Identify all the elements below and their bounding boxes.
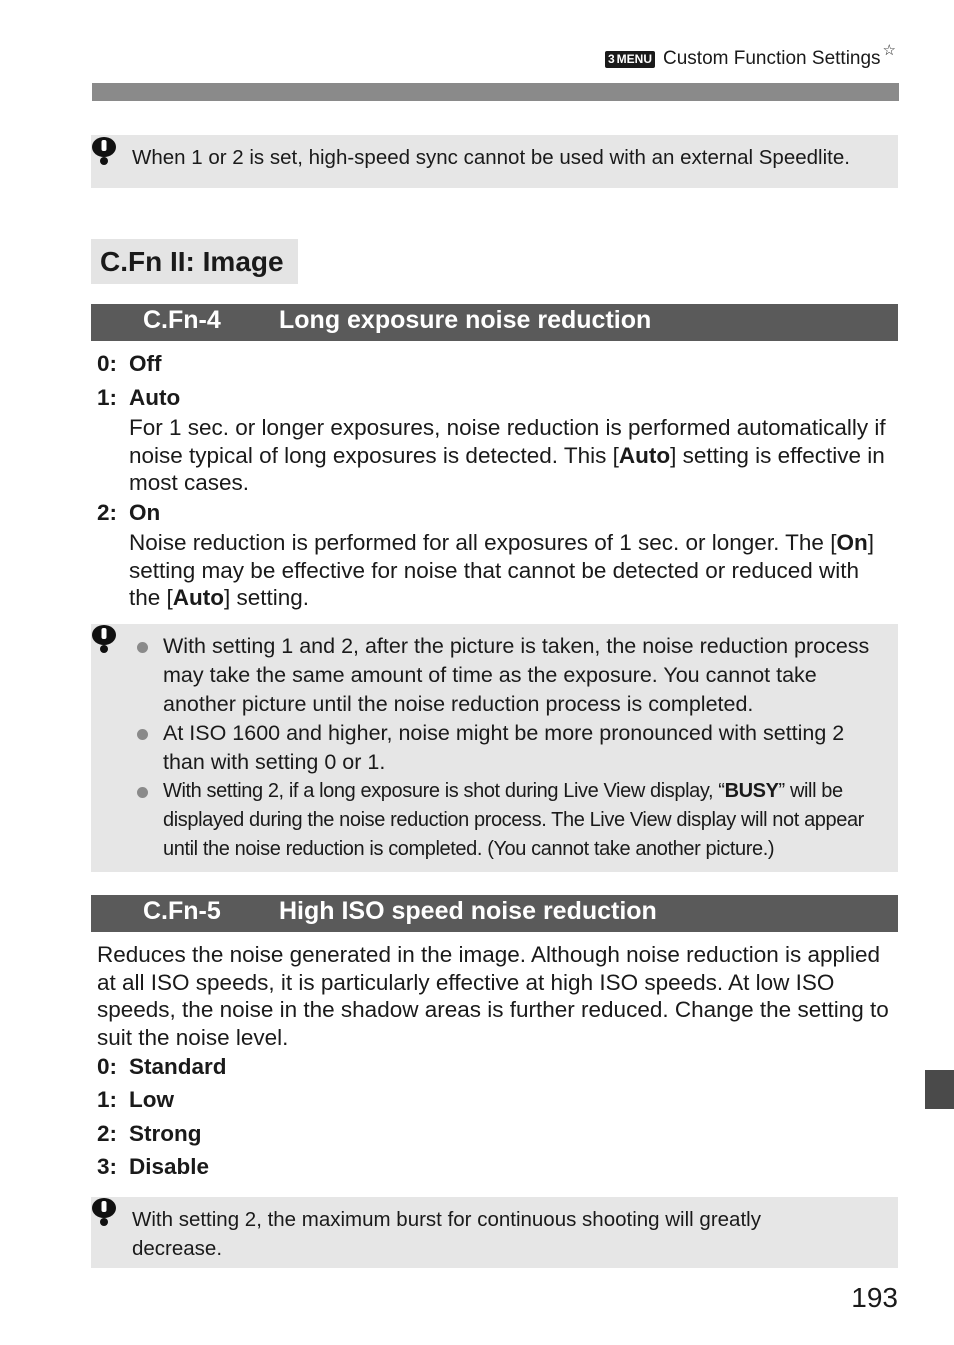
caution-icon (91, 624, 117, 654)
caution-icon (91, 1197, 117, 1227)
cfn5-header-bar (91, 895, 898, 932)
auto-description: For 1 sec. or longer exposures, noise reduction is performed automatically if noise typical of long exposures is detected. This [Auto] setting is effective in most cases. (129, 415, 886, 495)
bullet-dot-icon (137, 642, 148, 653)
bullet-dot-icon (137, 729, 148, 740)
on-description: Noise reduction is performed for all exposures of 1 sec. or longer. The [On] setting may be effective for noise that cannot be detected or reduced with the [Auto] setting. (129, 530, 874, 610)
bullet-dot-icon (137, 787, 148, 798)
list-item: At ISO 1600 and higher, noise might be more pronounced with setting 2 than with setting 0 or 1. (135, 719, 880, 777)
option-disable: 3: Disable (97, 1154, 210, 1179)
option-standard: 0: Standard (97, 1054, 227, 1079)
page-number: 193 (851, 1282, 898, 1313)
option-on: 2: On (97, 500, 161, 525)
caution-box-cfn4 (91, 624, 898, 872)
chapter-thumb-tab (925, 1070, 954, 1109)
cfn4-id: C.Fn-4 (143, 306, 221, 334)
caution-box-cfn5 (91, 1197, 898, 1268)
cfn4-header-bar (91, 304, 898, 341)
caution-bullet-list (135, 632, 880, 864)
option-strong: 2: Strong (97, 1121, 202, 1146)
cfn4-title: Long exposure noise reduction (279, 306, 652, 334)
star-icon: ☆ (882, 42, 896, 59)
list-item: With setting 1 and 2, after the picture is taken, the noise reduction process may take the same amount of time as the exposure. You cannot take another picture until the noise reduction process is completed. (135, 632, 880, 719)
cfn5-id: C.Fn-5 (143, 897, 221, 925)
page-header (605, 42, 896, 70)
option-low: 1: Low (97, 1087, 174, 1112)
cfn5-description: Reduces the noise generated in the image. Although noise reduction is applied at all ISO speeds, it is particularly effective at high ISO speeds. At low ISO speeds, the noise in the shadow areas is further reduced. Change the setting to suit the noise level. (97, 942, 889, 1050)
caution-icon (91, 136, 117, 166)
header-divider-bar (92, 83, 899, 101)
caution-box-top (91, 135, 898, 188)
caution-text: With setting 2, the maximum burst for continuous shooting will greatly decrease. (132, 1208, 761, 1260)
list-item: With setting 2, if a long exposure is shot during Live View display, “BUSY” will be displayed during the noise reduction process. The Live View display will not appear until the noise reduction is completed. (You cannot take another picture.) (135, 777, 880, 864)
header-title: Custom Function Settings (663, 48, 881, 69)
option-auto: 1: Auto (97, 385, 181, 410)
section-title: C.Fn II: Image (91, 239, 298, 284)
menu-badge-icon: 3 MENU (605, 51, 655, 68)
caution-text: When 1 or 2 is set, high-speed sync cannot be used with an external Speedlite. (132, 146, 850, 169)
option-off: 0: Off (97, 351, 162, 376)
cfn5-title: High ISO speed noise reduction (279, 897, 657, 925)
